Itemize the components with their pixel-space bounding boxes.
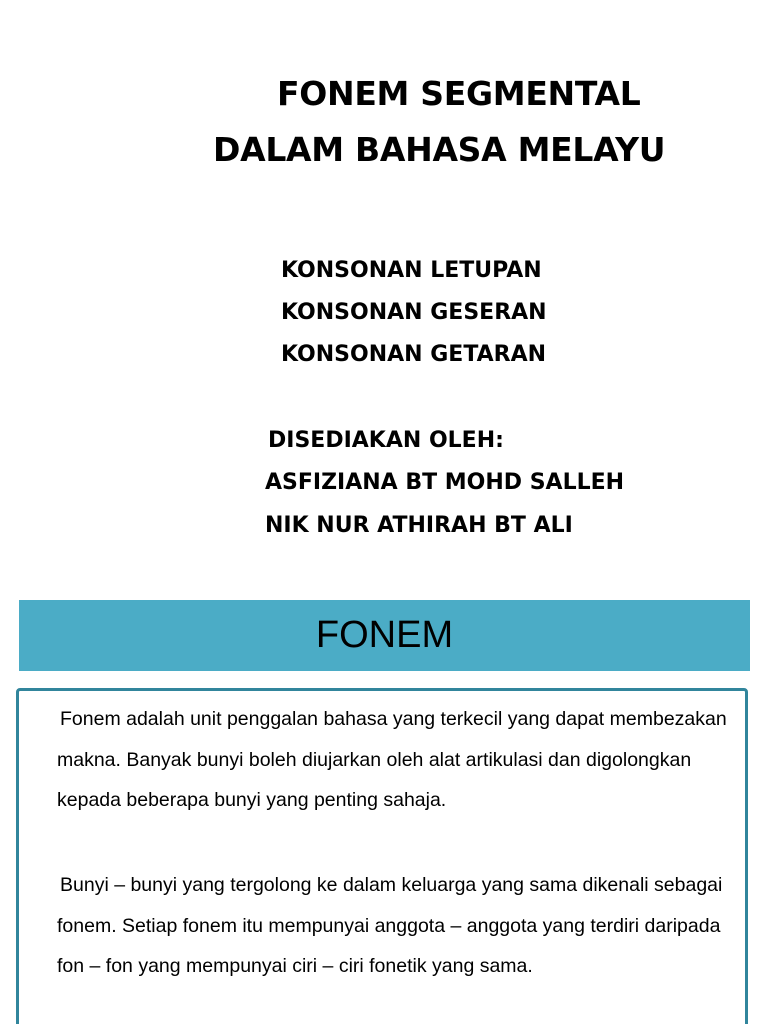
topic-item: KONSONAN GETARAN	[281, 342, 547, 367]
author-name: ASFIZIANA BT MOHD SALLEH	[265, 470, 625, 495]
topic-item: KONSONAN GESERAN	[281, 300, 547, 325]
content-box	[16, 688, 748, 1024]
paragraph: Fonem adalah unit penggalan bahasa yang terkecil yang dapat membezakan makna. Banyak bunyi boleh diujarkan oleh alat artikulasi dan digolongkan kepada beberapa bunyi yang penting sahaja.	[57, 708, 727, 811]
paragraph: Bunyi – bunyi yang tergolong ke dalam keluarga yang sama dikenali sebagai fonem. Setiap fonem itu mempunyai anggota – anggota yang terdiri daripada fon – fon yang mempunyai ciri – ciri fonetik yang sama.	[57, 874, 723, 977]
section-heading: FONEM	[315, 614, 454, 656]
title-line-1: FONEM SEGMENTAL	[277, 74, 641, 113]
topic-item: KONSONAN LETUPAN	[281, 258, 542, 283]
title-line-2: DALAM BAHASA MELAYU	[213, 130, 666, 169]
section-banner	[19, 600, 750, 671]
prepared-by-label: DISEDIAKAN OLEH:	[268, 428, 504, 453]
author-name: NIK NUR ATHIRAH BT ALI	[265, 513, 573, 538]
